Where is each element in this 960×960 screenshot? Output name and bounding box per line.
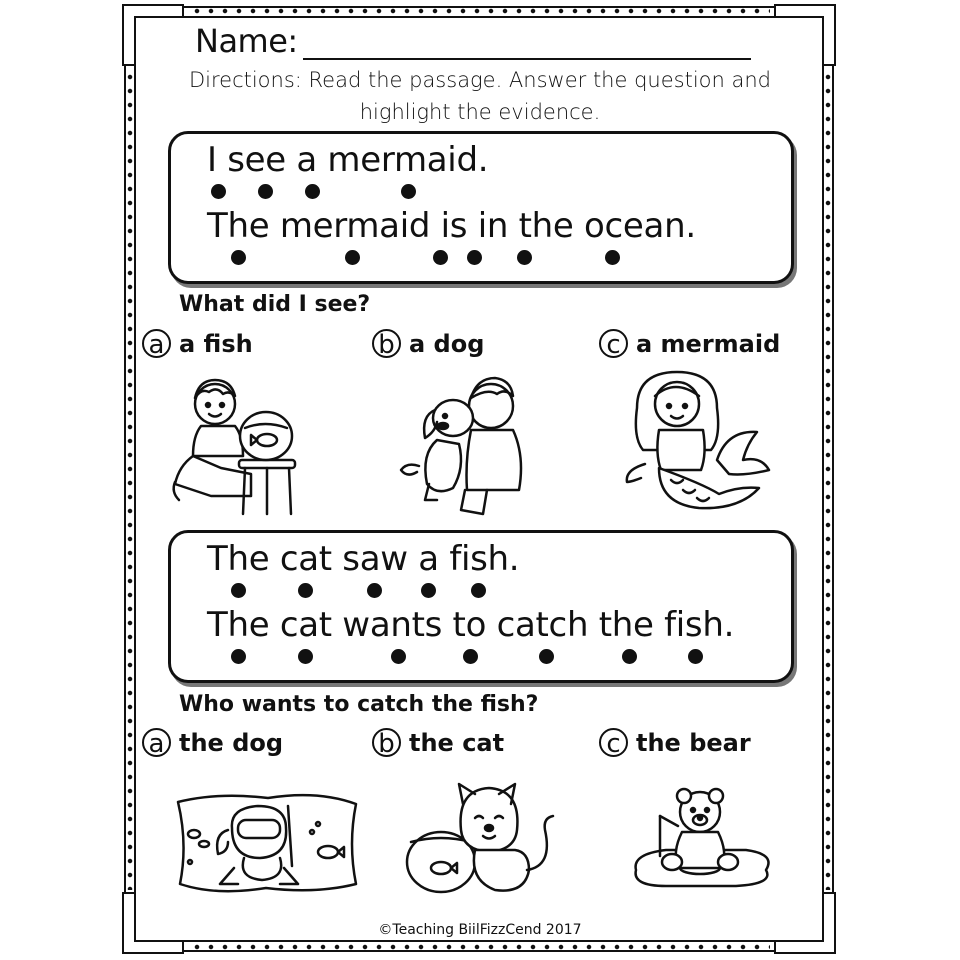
corner-top-right bbox=[774, 4, 836, 66]
passage-2-line-2[interactable]: The cat wants to catch the fish. bbox=[207, 605, 735, 645]
choice-2b[interactable] bbox=[372, 729, 504, 759]
bear-ice-fishing-picture bbox=[630, 782, 770, 898]
word-dot bbox=[305, 184, 320, 199]
word-dot bbox=[421, 583, 436, 598]
word-dot bbox=[231, 649, 246, 664]
mermaid-picture bbox=[615, 368, 775, 518]
word-dot bbox=[298, 583, 313, 598]
word-dot bbox=[539, 649, 554, 664]
word-dot bbox=[622, 649, 637, 664]
boy-hugging-puppy-picture bbox=[393, 370, 533, 520]
question-2: Who wants to catch the fish? bbox=[179, 692, 539, 717]
word-dot bbox=[471, 583, 486, 598]
copyright-footer: ©Teaching BiilFizzCend 2017 bbox=[378, 922, 582, 938]
passage-box-1 bbox=[168, 131, 794, 284]
choice-1a-text: a fish bbox=[179, 330, 253, 358]
word-dot bbox=[345, 250, 360, 265]
word-dot bbox=[211, 184, 226, 199]
choice-1c-text: a mermaid bbox=[636, 330, 781, 358]
choice-1c[interactable] bbox=[599, 330, 780, 360]
word-dot bbox=[231, 250, 246, 265]
word-dot bbox=[463, 649, 478, 664]
right-dotted-border bbox=[824, 70, 832, 890]
word-dot bbox=[467, 250, 482, 265]
word-dot bbox=[367, 583, 382, 598]
dog-snorkeling-picture bbox=[172, 788, 362, 898]
word-dot bbox=[298, 649, 313, 664]
word-dot bbox=[231, 583, 246, 598]
word-dot bbox=[401, 184, 416, 199]
choice-2c[interactable] bbox=[599, 729, 751, 759]
name-label: Name: bbox=[195, 22, 298, 60]
choice-letter-b[interactable]: b bbox=[372, 329, 401, 358]
corner-bottom-right bbox=[774, 892, 836, 954]
word-dot bbox=[605, 250, 620, 265]
choice-2a-text: the dog bbox=[179, 729, 284, 757]
choice-2a[interactable] bbox=[142, 729, 283, 759]
word-dot bbox=[258, 184, 273, 199]
choice-1a[interactable] bbox=[142, 330, 253, 360]
word-dot bbox=[517, 250, 532, 265]
choice-letter-c[interactable]: c bbox=[599, 728, 628, 757]
directions-text: Directions: Read the passage. Answer the question and highlight the evidence. bbox=[188, 68, 772, 124]
left-dotted-border bbox=[126, 70, 134, 890]
corner-bottom-left bbox=[122, 892, 184, 954]
choice-letter-a[interactable]: a bbox=[142, 329, 171, 358]
passage-1-line-2[interactable]: The mermaid is in the ocean. bbox=[207, 206, 696, 246]
bottom-dotted-border bbox=[190, 943, 770, 951]
name-write-line[interactable] bbox=[303, 58, 751, 60]
choice-letter-c[interactable]: c bbox=[599, 329, 628, 358]
choice-2b-text: the cat bbox=[409, 729, 505, 757]
top-dotted-border bbox=[190, 7, 770, 15]
corner-top-left bbox=[122, 4, 184, 66]
word-dot bbox=[688, 649, 703, 664]
word-dot bbox=[433, 250, 448, 265]
passage-2-line-1[interactable]: The cat saw a fish. bbox=[207, 539, 520, 579]
word-dot bbox=[391, 649, 406, 664]
choice-letter-a[interactable]: a bbox=[142, 728, 171, 757]
question-1: What did I see? bbox=[179, 292, 371, 317]
choice-1b[interactable] bbox=[372, 330, 484, 360]
cat-with-fishbowl-picture bbox=[401, 780, 561, 900]
passage-1-line-1[interactable]: I see a mermaid. bbox=[207, 140, 489, 180]
boy-with-fishbowl-picture bbox=[165, 368, 305, 518]
passage-box-2 bbox=[168, 530, 794, 683]
choice-letter-b[interactable]: b bbox=[372, 728, 401, 757]
choice-2c-text: the bear bbox=[636, 729, 751, 757]
choice-1b-text: a dog bbox=[409, 330, 485, 358]
